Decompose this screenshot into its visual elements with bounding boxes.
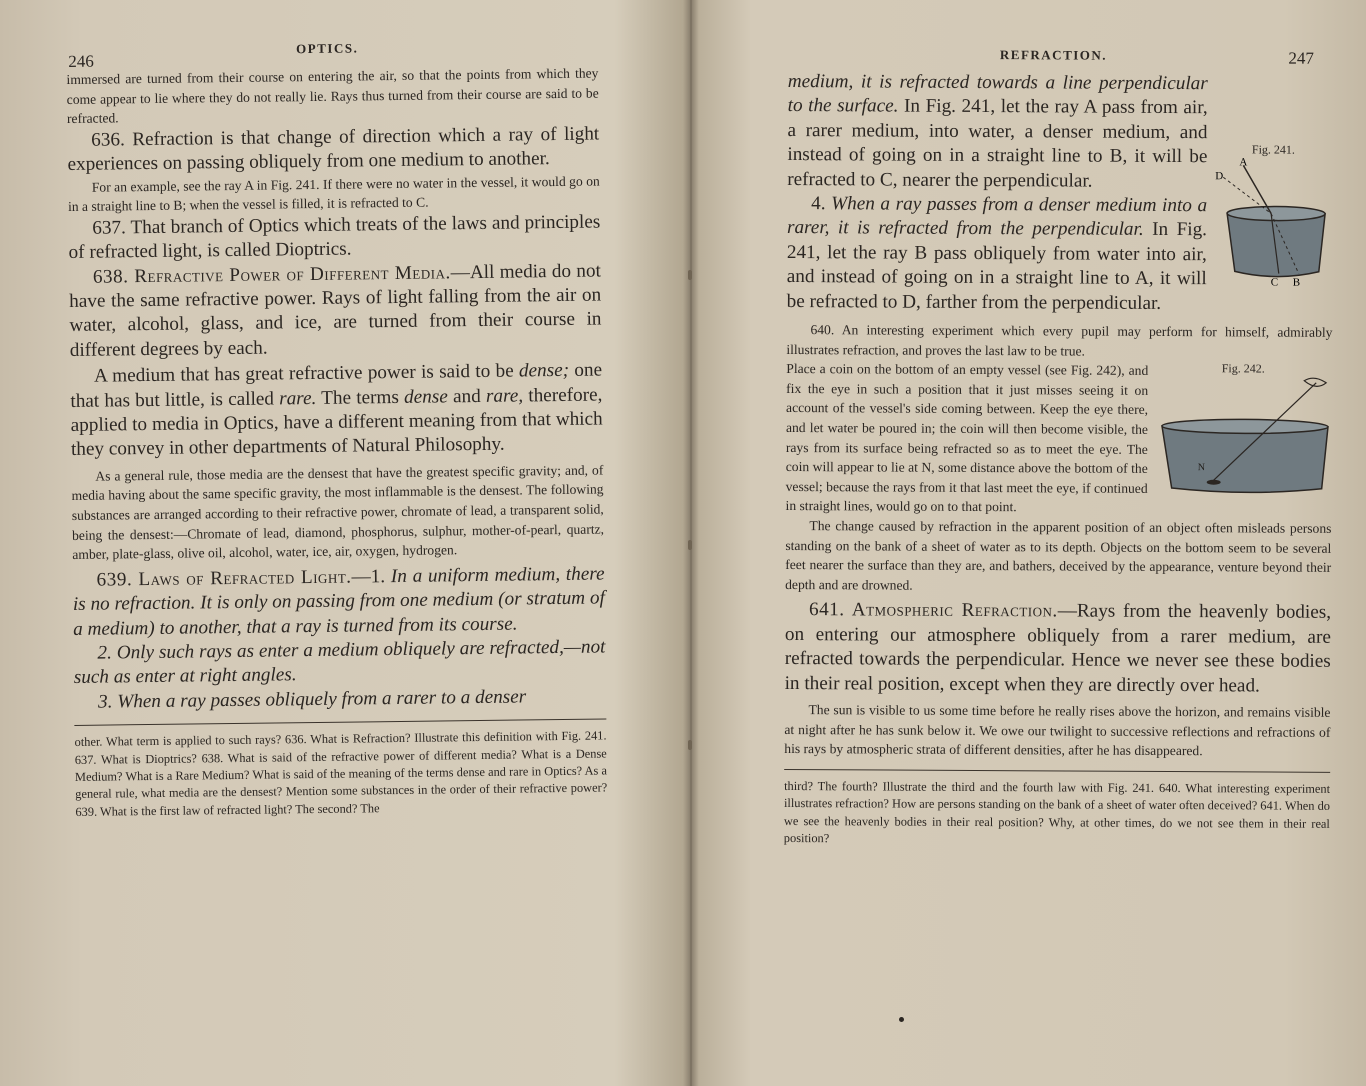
figure-242 xyxy=(1154,361,1333,505)
law-3-rest: medium, it is refracted towards a line perpendicular to the surface. xyxy=(787,70,1208,117)
figure-242-label: Fig. 242. xyxy=(1221,361,1265,376)
intro-paragraph: immersed are turned from their course on entering the air, so that the points from which they come appear to lie where they do not really lie. Rays thus turned from their course are said to be refracted. xyxy=(66,65,599,127)
paragraph-641-sun: The sun is visible to us some time before he really rises above the horizon, and remains visible at night after he has sunk below it. We owe our twilight to successive reflections and refractions of his rays by atmospheric strata of different densities, after he has disappeared. xyxy=(784,702,1331,759)
heading-641: 641. Atmospheric Refraction. xyxy=(808,599,1058,622)
coin-vessel-diagram xyxy=(1154,376,1333,501)
left-footnote-rule xyxy=(74,719,606,726)
left-running-title: OPTICS. xyxy=(296,40,359,57)
paragraph-638-body: —All media do not have the same refractive power. Rays of light falling from the air on water, alcohol, glass, and ice, are turned from their course in different degrees by each. xyxy=(69,260,602,361)
law-2 xyxy=(73,635,606,690)
right-page xyxy=(784,40,1334,850)
law-4-text: When a ray passes from a denser medium into a rarer, it is refracted from the perpendicular. xyxy=(786,193,1208,241)
law-4-body: In Fig. 241, let the ray B pass obliquely from water into air, and instead of going on in a straight line to A, it will be refracted to D, farther from the perpendicular. xyxy=(786,219,1208,314)
paragraph-636-example: For an example, see the ray A in Fig. 241. If there were no water in the vessel, it would go on in a straight line to B; when the vessel is filled, it is refracted to C. xyxy=(67,173,600,215)
paragraph-637: 637. That branch of Optics which treats of the laws and principles of refracted light, is called Dioptrics. xyxy=(68,211,601,264)
left-questions: other. What term is applied to such rays? 636. What is Refraction? Illustrate this definition with Fig. 241. 637. What is Dioptrics? 638. What is said of the refractive power of different media? What is a Dense Medium? What is a Rare Medium? What is said of the meaning of the terms dense and rare in Optics? As a general rule, what media are the densest? Mention some substances in the order of their refractive power? 639. What is the first law of refracted light? The second? The xyxy=(74,728,608,819)
law-4-number: 4. xyxy=(811,193,832,215)
left-page xyxy=(66,34,608,822)
eye-icon xyxy=(1304,378,1326,386)
law-3-body: In Fig. 241, let the ray A pass from air, a rarer medium, into water, a denser medium, and instead of going on in a straight line to B, it will be refracted to C, nearer the perpendicular. xyxy=(787,95,1208,192)
right-running-head xyxy=(788,40,1334,73)
right-page-number: 247 xyxy=(1288,48,1314,68)
paragraph-636: 636. Refraction is that change of direction which a ray of light experiences on passing obliquely from one medium to another. xyxy=(67,123,600,176)
paragraph-638 xyxy=(69,259,602,363)
paragraph-640-body: Place a coin on the bottom of an empty vessel (see Fig. 242), and fix the eye in such a position that it just misses seeing it on account of the vessel's side coming between. Keep the eye there, and let water be poured in; the coin will then become visible, the rays from its surface being refracted so as to meet the eye. The coin will appear to lie at N, some distance above the bottom of the vessel; because the rays from it that last meet the eye, if continued in straight lines, would go on to that point. xyxy=(785,361,1149,515)
text-run: and xyxy=(447,385,487,407)
paragraph-640-change: The change caused by refraction in the apparent position of an object often misleads persons standing on the bank of a sheet of water as to its depth. Objects on the bottom seem to be several feet nearer the surface than they are, and bathers, deceived by the appearance, venture beyond their depth and are drowned. xyxy=(785,518,1332,593)
figure-241 xyxy=(1213,142,1334,292)
term-rare: rare. xyxy=(279,387,317,410)
label-a: A xyxy=(1239,157,1248,169)
term-dense: dense; xyxy=(518,360,570,382)
label-d: D xyxy=(1215,170,1224,183)
law-1: In a uniform medium, there is no refraction. It is only on passing from one medium (or stratum of a medium) to another, that a ray is turned from its course. xyxy=(72,563,605,640)
law-3-text: 3. When a ray passes obliquely from a rarer to a denser xyxy=(97,686,527,713)
label-c: C xyxy=(1270,276,1279,288)
paragraph-639 xyxy=(72,562,605,642)
term-dense: dense xyxy=(403,385,448,408)
heading-638: 638. Refractive Power of Different Media. xyxy=(92,261,451,288)
text-run: —1. xyxy=(351,565,391,588)
heading-639: 639. Laws of Refracted Light. xyxy=(96,566,352,591)
right-questions: third? The fourth? Illustrate the third and the fourth law with Fig. 241. 640. What interesting experiment illustrates refraction? How are persons standing on the bank of a sheet of water often deceived? 641. When do we see the heavenly bodies in their real position? Why, at other times, do we not see them in their real position? xyxy=(783,778,1331,846)
paragraph-641-body: —Rays from the heavenly bodies, on entering our atmosphere obliquely from a rarer medium, are refracted towards the perpendicular. Hence we never see these bodies in their real position, except when they are directly over head. xyxy=(784,600,1332,697)
text-run: The terms xyxy=(316,386,405,409)
vessel-diagram xyxy=(1213,157,1334,288)
left-page-number: 246 xyxy=(68,51,94,71)
paragraph-640-intro: 640. An interesting experiment which every pupil may perform for himself, admirably illustrates refraction, and proves the last law to be true. xyxy=(786,322,1333,359)
law-2-text: 2. Only such rays as enter a medium obliquely are refracted,—not such as enter at right angles. xyxy=(73,636,606,689)
term-rare: rare, xyxy=(485,385,524,407)
binding-stitch xyxy=(688,740,692,750)
vessel-water xyxy=(1162,426,1328,493)
vessel-rim xyxy=(1227,206,1325,221)
paragraph-dense-rare xyxy=(70,359,603,463)
label-n: N xyxy=(1197,462,1206,474)
paragraph-general-rule: As a general rule, those media are the densest that have the greatest specific gravity; and, of media having about the same specific gravity, the most inflammable is the densest. The following substances are arranged according to their refractive power, chromate of lead, a transparent solid, being the densest:—Chromate of lead, diamond, phosphorus, sulphur, mother-of-pearl, quartz, amber, plate-glass, olive oil, alcohol, water, ice, air, oxygen, hydrogen. xyxy=(71,462,605,563)
binding-stitch xyxy=(688,270,692,280)
right-running-title: REFRACTION. xyxy=(999,47,1108,63)
text-run: A medium that has great refractive power is said to be xyxy=(93,360,520,387)
paragraph-641 xyxy=(785,598,1332,698)
vessel-rim xyxy=(1162,419,1328,434)
binding-stitch xyxy=(688,540,692,550)
vessel-water xyxy=(1227,213,1325,277)
right-footnote-rule xyxy=(784,769,1330,773)
label-b: B xyxy=(1292,276,1301,288)
page-speck xyxy=(899,1017,904,1022)
figure-241-label: Fig. 241. xyxy=(1251,142,1295,157)
text-run: therefore, applied to media in Optics, have a different meaning from that which they convey in other departments of Natural Philosophy. xyxy=(70,384,603,461)
text-run: one that has but little, is called xyxy=(70,359,603,412)
